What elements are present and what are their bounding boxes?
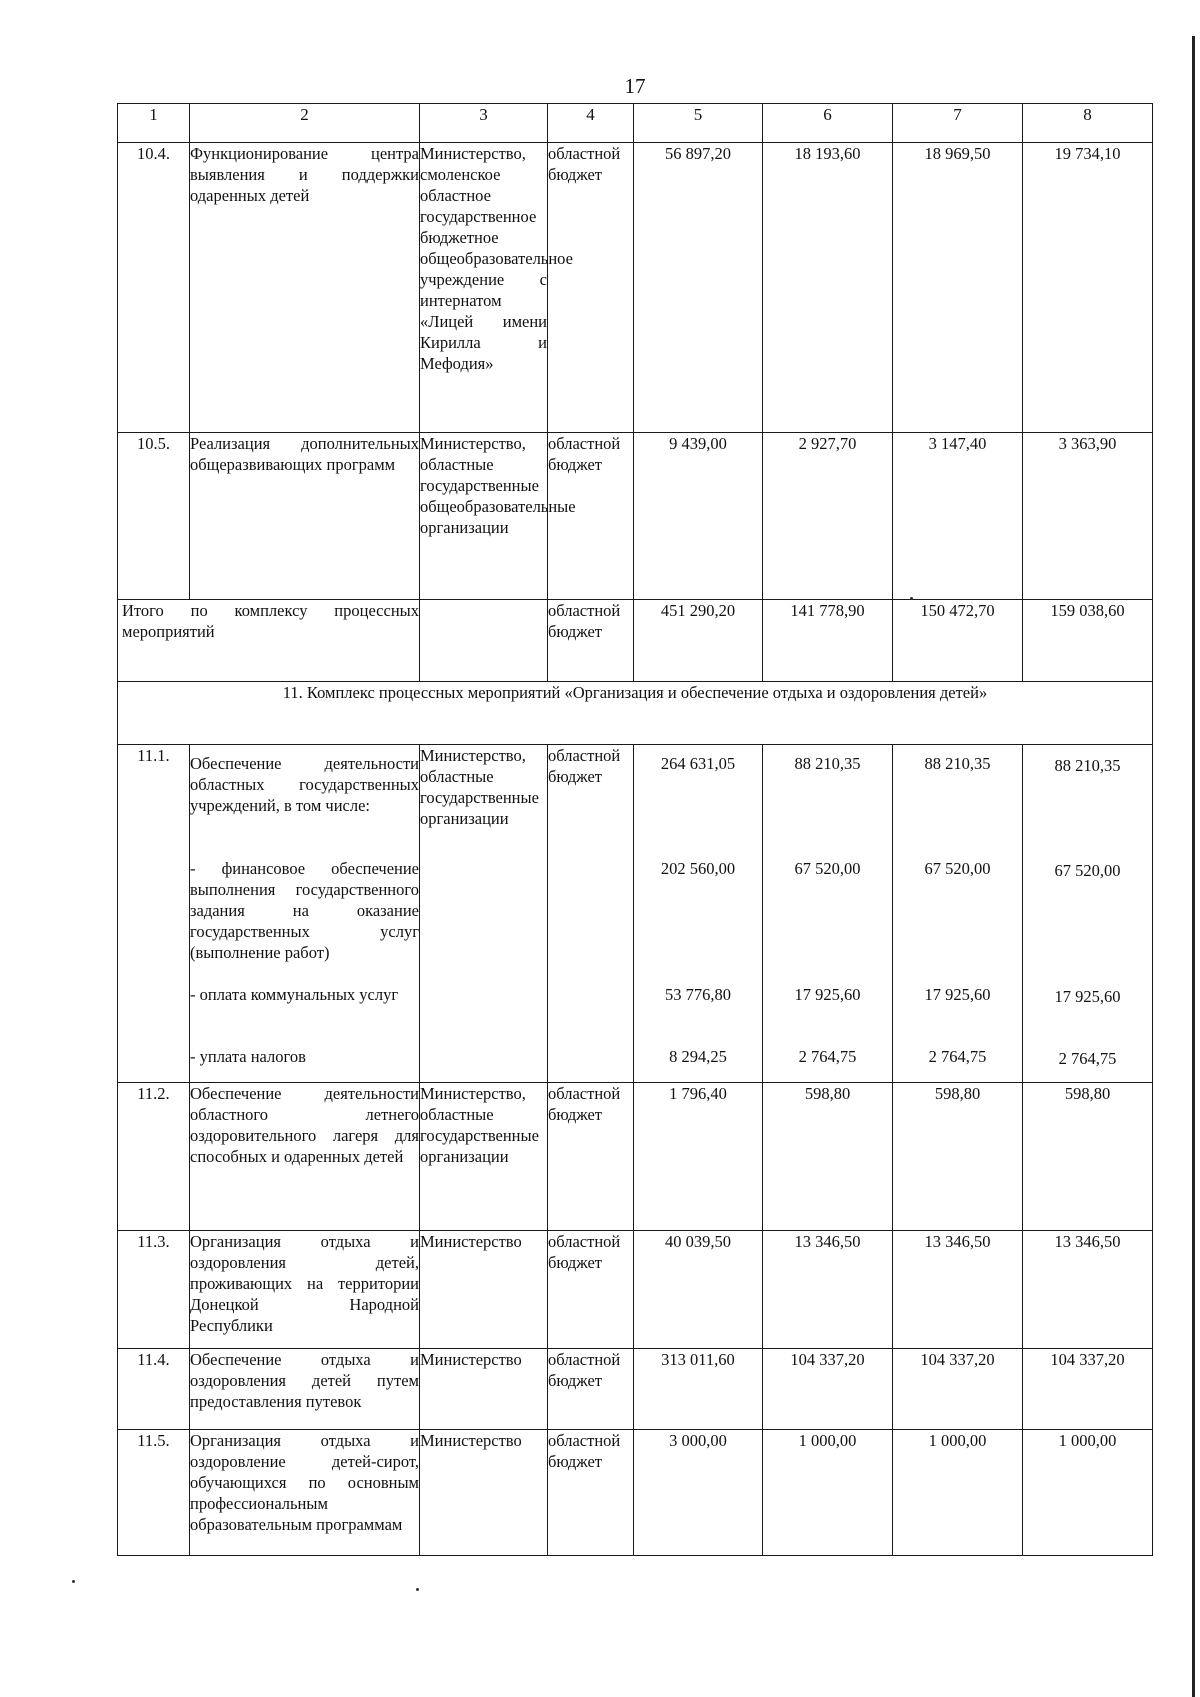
header-col-3: 3 xyxy=(420,104,548,143)
subitem-value: 17 925,60 xyxy=(924,985,991,1004)
total-funding-source: областной бюджет xyxy=(548,600,634,682)
header-col-4: 4 xyxy=(548,104,634,143)
header-col-6: 6 xyxy=(763,104,893,143)
value-year-3: 598,80 xyxy=(1023,1083,1153,1231)
funding-source: областной бюджет xyxy=(548,1430,634,1556)
subitem-value: 88 210,35 xyxy=(1054,756,1121,775)
value-year-1: 104 337,20 xyxy=(763,1349,893,1430)
value-year-2: 13 346,50 xyxy=(893,1231,1023,1349)
row-number: 10.4. xyxy=(118,143,190,433)
table-row xyxy=(118,1430,1153,1556)
header-col-2: 2 xyxy=(190,104,420,143)
subitem-value: 88 210,35 xyxy=(794,754,861,773)
executor: Министерство xyxy=(420,1430,548,1556)
row-number: 11.5. xyxy=(118,1430,190,1556)
header-col-7: 7 xyxy=(893,104,1023,143)
value-year-1: 18 193,60 xyxy=(763,143,893,433)
activity-name: Функционирование центра выявления и поддержки одаренных детей xyxy=(190,143,420,433)
value-total: 1 796,40 xyxy=(634,1083,763,1231)
subitem-value: 67 520,00 xyxy=(924,859,991,878)
value-total: 40 039,50 xyxy=(634,1231,763,1349)
executor: Министерство xyxy=(420,1231,548,1349)
activity-name: Организация отдыха и оздоровления детей, проживающих на территории Донецкой Народной Республики xyxy=(190,1231,420,1349)
value-year-2: 18 969,50 xyxy=(893,143,1023,433)
funding-source: областной бюджет xyxy=(548,143,634,433)
header-col-8: 8 xyxy=(1023,104,1153,143)
activity-name: Обеспечение отдыха и оздоровления детей путем предоставления путевок xyxy=(190,1349,420,1430)
executor: Министерство, смоленское областное государственное бюджетное общеобразовательное учреждение с интернатом «Лицей имени Кирилла и Мефодия» xyxy=(420,143,548,433)
funding-source: областной бюджет xyxy=(548,433,634,600)
row-number: 11.4. xyxy=(118,1349,190,1430)
value-total: 3 000,00 xyxy=(634,1430,763,1556)
page-number: 17 xyxy=(624,74,646,98)
subitem-name: Обеспечение деятельности областных государственных учреждений, в том числе: xyxy=(190,754,419,815)
value-year-3: 104 337,20 xyxy=(1023,1349,1153,1430)
value-year-3-stack xyxy=(1023,745,1153,1083)
header-col-5: 5 xyxy=(634,104,763,143)
scan-speck xyxy=(72,1580,75,1583)
executor: Министерство, областные государственные общеобразовательные организации xyxy=(420,433,548,600)
row-number: 11.2. xyxy=(118,1083,190,1231)
scan-speck xyxy=(910,597,913,600)
section-row xyxy=(118,682,1153,745)
table-row xyxy=(118,1349,1153,1430)
subitem-value: 67 520,00 xyxy=(794,859,861,878)
value-total: 56 897,20 xyxy=(634,143,763,433)
subitem-value: 264 631,05 xyxy=(660,754,736,773)
total-value-year-2: 150 472,70 xyxy=(893,600,1023,682)
table-row xyxy=(118,1231,1153,1349)
value-total-stack xyxy=(634,745,763,1083)
funding-source: областной бюджет xyxy=(548,1349,634,1430)
total-value-year-1: 141 778,90 xyxy=(763,600,893,682)
subitem-name: - уплата налогов xyxy=(190,1047,306,1066)
executor: Министерство, областные государственные организации xyxy=(420,745,548,1083)
executor: Министерство xyxy=(420,1349,548,1430)
subitem-value: 202 560,00 xyxy=(660,859,736,878)
subitem-value: 2 764,75 xyxy=(928,1047,987,1066)
section-title: 11. Комплекс процессных мероприятий «Организация и обеспечение отдыха и оздоровления детей» xyxy=(118,682,1153,745)
subitem-value: 2 764,75 xyxy=(1058,1049,1117,1068)
value-year-3: 19 734,10 xyxy=(1023,143,1153,433)
subitem-value: 17 925,60 xyxy=(794,985,861,1004)
value-year-3: 1 000,00 xyxy=(1023,1430,1153,1556)
activity-name: Реализация дополнительных общеразвивающих программ xyxy=(190,433,420,600)
row-number: 11.3. xyxy=(118,1231,190,1349)
scan-edge-line xyxy=(1192,36,1195,1697)
activity-subitems xyxy=(190,745,420,1083)
value-year-1: 1 000,00 xyxy=(763,1430,893,1556)
total-label: Итого по комплексу процессных мероприятий xyxy=(118,600,420,682)
table-row xyxy=(118,1083,1153,1231)
table-row xyxy=(118,745,1153,1083)
scan-speck xyxy=(416,1588,419,1591)
subitem-value: 67 520,00 xyxy=(1054,861,1121,880)
value-year-2: 1 000,00 xyxy=(893,1430,1023,1556)
value-year-3: 3 363,90 xyxy=(1023,433,1153,600)
value-year-1: 13 346,50 xyxy=(763,1231,893,1349)
value-year-2: 3 147,40 xyxy=(893,433,1023,600)
value-total: 9 439,00 xyxy=(634,433,763,600)
funding-source: областной бюджет xyxy=(548,1231,634,1349)
subitem-name: - оплата коммунальных услуг xyxy=(190,985,399,1004)
funding-source: областной бюджет xyxy=(548,745,634,1083)
header-col-1: 1 xyxy=(118,104,190,143)
subitem-value: 53 776,80 xyxy=(665,985,731,1004)
header-row xyxy=(118,104,1153,143)
total-row xyxy=(118,600,1153,682)
row-number: 11.1. xyxy=(118,745,190,1083)
budget-table xyxy=(117,103,1153,1556)
total-executor-empty xyxy=(420,600,548,682)
value-year-2: 598,80 xyxy=(893,1083,1023,1231)
executor: Министерство, областные государственные организации xyxy=(420,1083,548,1231)
total-value-year-3: 159 038,60 xyxy=(1023,600,1153,682)
subitem-name: - финансовое обеспечение выполнения государственного задания на оказание государственных услуг (выполнение работ) xyxy=(190,859,419,962)
subitem-value: 2 764,75 xyxy=(798,1047,857,1066)
value-year-2-stack xyxy=(893,745,1023,1083)
table-row xyxy=(118,433,1153,600)
value-year-1: 598,80 xyxy=(763,1083,893,1231)
funding-source: областной бюджет xyxy=(548,1083,634,1231)
value-year-1: 2 927,70 xyxy=(763,433,893,600)
subitem-value: 17 925,60 xyxy=(1054,987,1121,1006)
total-value-total: 451 290,20 xyxy=(634,600,763,682)
table-row xyxy=(118,143,1153,433)
value-year-1-stack xyxy=(763,745,893,1083)
activity-name: Обеспечение деятельности областного летнего оздоровительного лагеря для способных и одаренных детей xyxy=(190,1083,420,1231)
value-total: 313 011,60 xyxy=(634,1349,763,1430)
value-year-2: 104 337,20 xyxy=(893,1349,1023,1430)
subitem-value: 8 294,25 xyxy=(669,1047,727,1066)
row-number: 10.5. xyxy=(118,433,190,600)
activity-name: Организация отдыха и оздоровление детей-сирот, обучающихся по основным профессиональным образовательным программам xyxy=(190,1430,420,1556)
value-year-3: 13 346,50 xyxy=(1023,1231,1153,1349)
subitem-value: 88 210,35 xyxy=(924,754,991,773)
